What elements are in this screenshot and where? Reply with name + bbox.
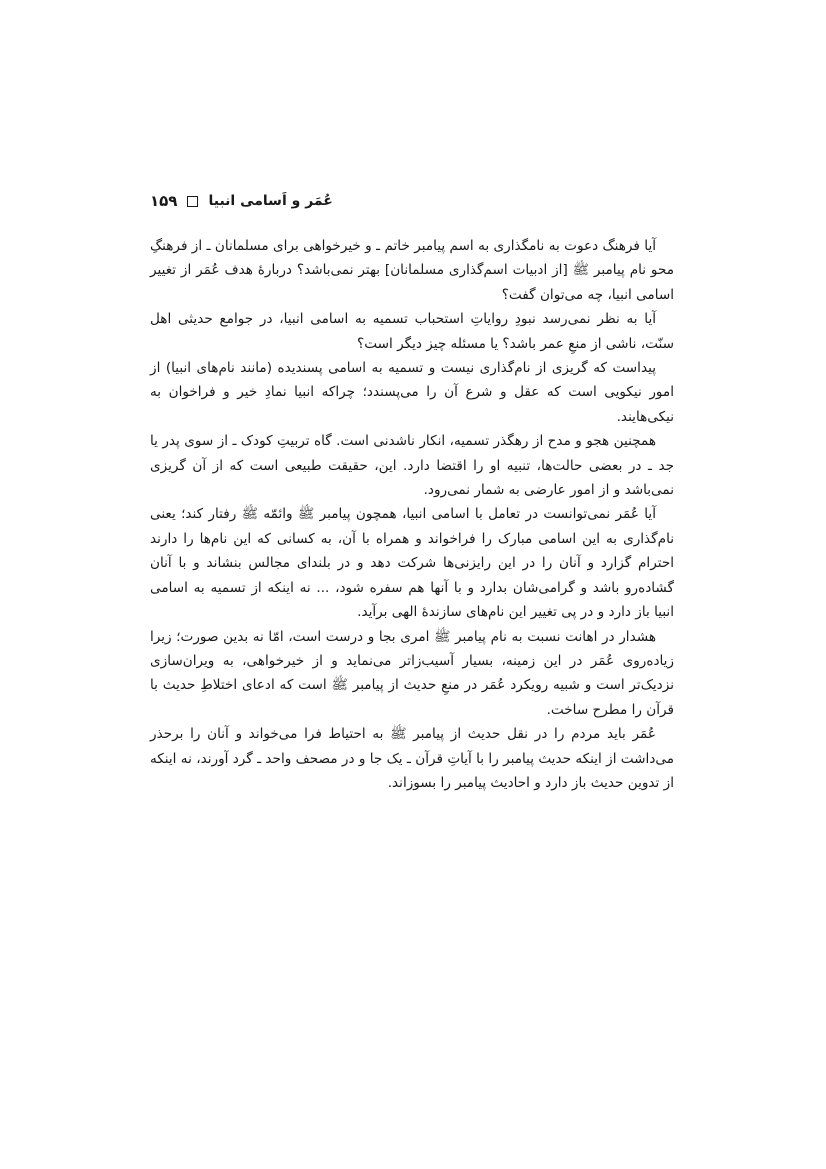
- square-bullet-icon: [187, 196, 198, 207]
- chapter-title: عُمَر و اَسامی انبیا: [208, 193, 333, 209]
- paragraph: آیا فرهنگ دعوت به نامگذاری به اسم پیامبر خاتم ـ و خیرخواهی برای مسلمانان ـ از فرهنگِ محو نام پیامبر ﷺ [از ادبیات اسم‌گذاری مسلمانان] بهتر نمی‌باشد؟ دربارهٔ هدف عُمَر از تغییر اسامی انبیا، چه می‌توان گفت؟: [150, 238, 674, 303]
- paragraph: آیا عُمَر نمی‌توانست در تعامل با اسامی انبیا، همچون پیامبر ﷺ وائمّه ﷺ رفتار کند؛ یعنی نام‌گذاری به این اسامی مبارک را فراخواند و همراه با آن، به کسانی که این نام‌ها را دارند احترام گزارد و آنان را در این رایزنی‌ها شرکت دهد و در بلندای مجالس بنشاند و با آنان گشاده‌رو باشد و گرامی‌شان بدارد و با آنها هم سفره شود، ... نه اینکه از تسمیه به اسامی انبیا باز دارد و در پی تغییر این نام‌های سازندهٔ الهی برآید.: [150, 506, 674, 621]
- paragraph: عُمَر باید مردم را در نقل حدیث از پیامبر ﷺ به احتیاط فرا می‌خواند و آنان را برحذر می‌داشت از اینکه حدیث پیامبر را با آیاتِ قرآن ـ یک جا و در مصحف واحد ـ گرد آورند، نه اینکه از تدوین حدیث باز دارد و احادیث پیامبر را بسوزاند.: [150, 726, 674, 791]
- page-number: ۱۵۹: [150, 192, 178, 210]
- body-text: [150, 234, 674, 795]
- paragraph: پیداست که گریزی از نام‌گذاری نیست و تسمیه به اسامی پسندیده (مانند نام‌های انبیا) از امور نیکویی است که عقل و شرع آن را می‌پسندد؛ چراکه انبیا نمادِ خیر و فراخوان به نیکی‌هایند.: [150, 360, 674, 425]
- paragraph: همچنین هجو و مدح از رهگذر تسمیه، انکار ناشدنی است. گاه تربیتِ کودک ـ از سوی پدر یا جد ـ در بعضی حالت‌ها، تنبیه او را اقتضا دارد. این، حقیقت طبیعی است که از آن گریزی نمی‌باشد و از امور عارضی به شمار نمی‌رود.: [150, 433, 674, 499]
- paragraph: آیا به نظر نمی‌رسد نبودِ روایاتِ استحباب تسمیه به اسامی انبیا، در جوامع حدیثی اهل سنّت، ناشی از منعِ عمر باشد؟ یا مسئله چیز دیگر است؟: [150, 311, 674, 352]
- running-header: [150, 192, 670, 210]
- paragraph: هشدار در اهانت نسبت به نام پیامبر ﷺ امری بجا و درست است، امّا نه بدین صورت؛ زیرا زیاده‌روی عُمَر در این زمینه، بسیار آسیب‌زاتر می‌نماید و از خیرخواهی، به ویران‌سازی نزدیک‌تر است و شبیه رویکرد عُمَر در منعِ حدیث از پیامبر ﷺ است که ادعای اختلاطِ حدیث با قرآن را مطرح ساخت.: [150, 628, 674, 718]
